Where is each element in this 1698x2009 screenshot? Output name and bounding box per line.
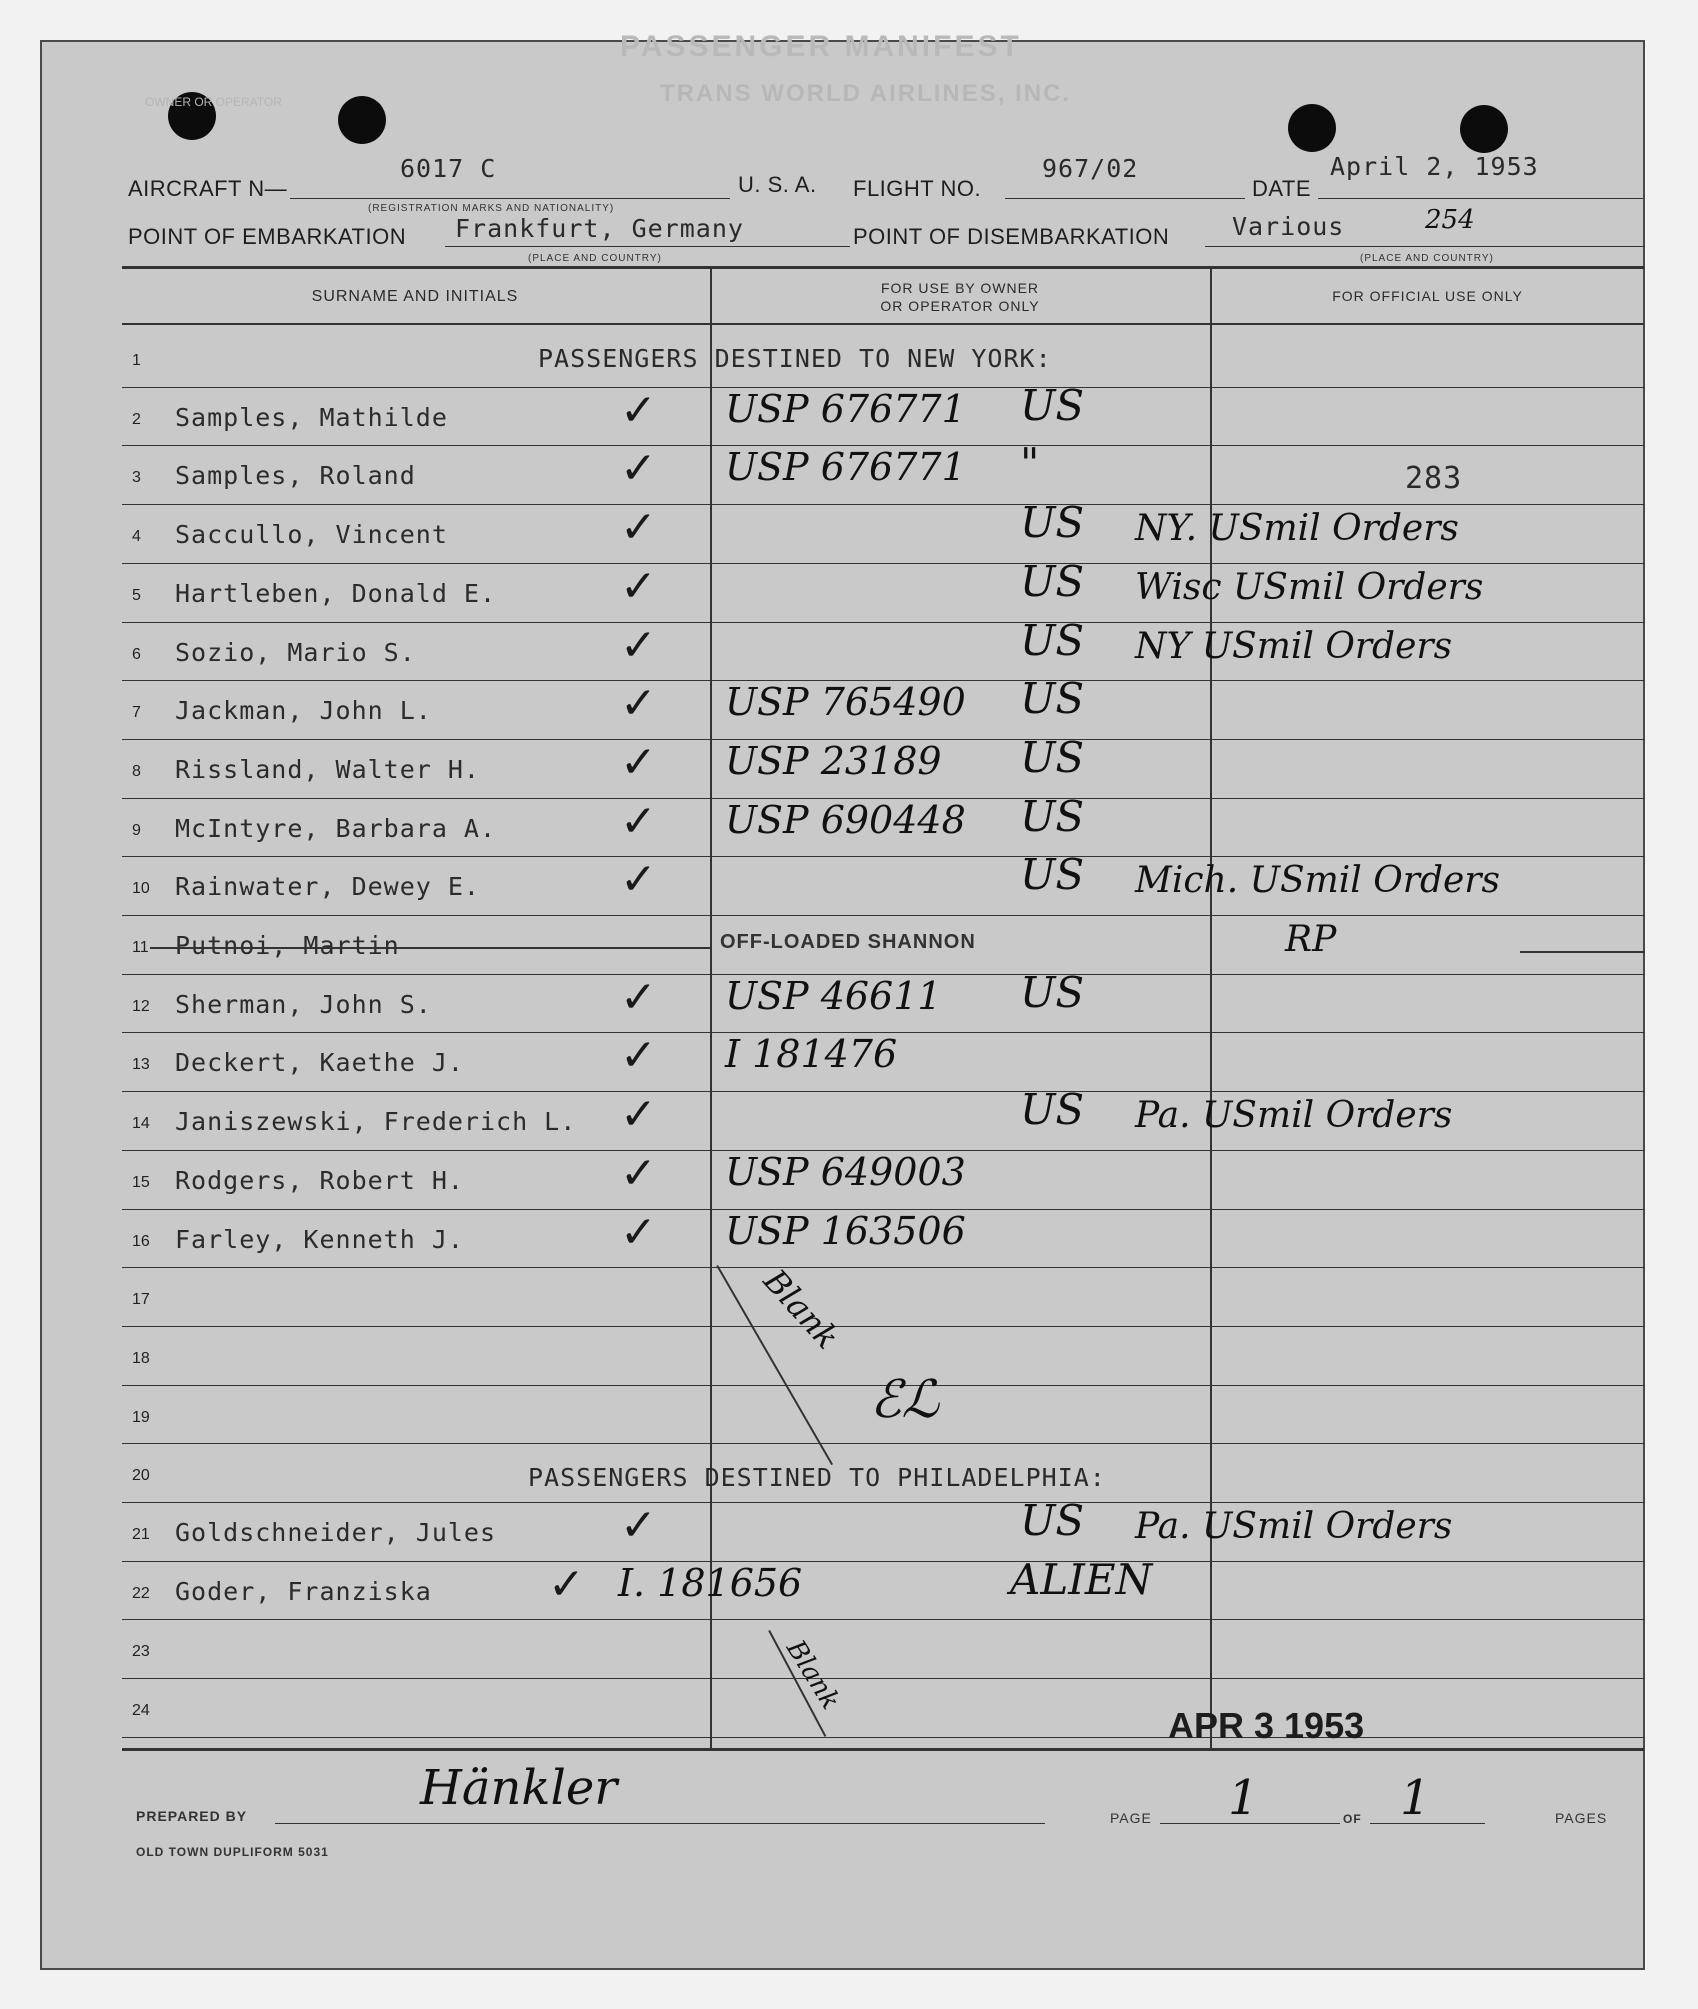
row-number: 5 [132,586,141,604]
row-divider [122,563,1644,564]
row-number: 15 [132,1173,150,1191]
owner-entry: USP 765490 [725,680,966,725]
passenger-name: Rodgers, Robert H. [175,1165,464,1195]
row-number: 20 [132,1467,150,1485]
row-number: 22 [132,1584,150,1602]
official-entry: Pa. USmil Orders [1135,1095,1453,1137]
passenger-name: Hartleben, Donald E. [175,578,497,608]
row-divider [122,1326,1644,1327]
row-number: 12 [132,997,150,1015]
row-number: 1 [132,352,141,369]
citizenship-entry: " [1020,439,1040,489]
checkmark-icon: ✓ [620,384,657,436]
row-divider [122,1091,1644,1092]
owner-entry: USP 46611 [725,973,942,1018]
flight-label: FLIGHT NO. [853,176,982,201]
column-header-official: FOR OFFICIAL USE ONLY [1332,288,1523,304]
passenger-name: Samples, Mathilde [175,402,448,432]
passenger-name: McIntyre, Barbara A. [175,813,497,843]
row-number: 19 [132,1408,150,1426]
row-number: 8 [132,762,141,780]
owner-entry: USP 23189 [725,738,942,783]
pages-label: PAGES [1555,1810,1608,1826]
row-divider [122,915,1644,916]
row-divider [122,622,1644,623]
row-number: 3 [132,469,141,487]
owner-entry: USP 690448 [725,797,966,842]
date-label: DATE [1252,176,1312,201]
table-header-border [122,323,1644,325]
checkmark-icon: ✓ [620,1147,657,1199]
column-divider-1 [710,268,712,1748]
checkmark-icon: ✓ [620,736,657,788]
airline-name: TRANS WORLD AIRLINES, INC. [660,80,1072,107]
row-number: 13 [132,1056,150,1074]
row-number: 23 [132,1643,150,1661]
official-entry: 283 [1405,461,1463,497]
aircraft-underline [290,198,730,199]
row-divider [122,856,1644,857]
owner-entry: OFF-LOADED SHANNON [720,931,976,953]
owner-entry: I 181476 [725,1032,898,1077]
row-number: 18 [132,1349,150,1367]
official-entry: NY. USmil Orders [1135,508,1459,550]
passenger-name: Rissland, Walter H. [175,754,480,784]
owner-entry: I. 181656 [618,1560,803,1605]
row-number: 10 [132,880,150,898]
row-divider [122,1737,1644,1738]
passenger-name: Sozio, Mario S. [175,637,416,667]
citizenship-entry: US [1020,967,1085,1017]
column-header-owner-line2: OR OPERATOR ONLY [880,298,1040,314]
official-entry: NY USmil Orders [1135,625,1453,667]
passenger-name: Sherman, John S. [175,989,432,1019]
checkmark-icon: ✓ [620,1089,657,1141]
row-divider [122,1502,1644,1503]
passenger-name: Farley, Kenneth J. [175,1224,464,1254]
passenger-name: Deckert, Kaethe J. [175,1048,464,1078]
passenger-name: Rainwater, Dewey E. [175,872,480,902]
checkmark-icon: ✓ [620,1206,657,1258]
official-entry: RP [1285,919,1337,960]
checkmark-icon: ✓ [620,854,657,906]
row-number: 24 [132,1702,150,1720]
checkmark-icon: ✓ [620,1030,657,1082]
passenger-name: Putnoi, Martin [175,931,400,960]
punch-hole [1288,104,1336,152]
checkmark-icon: ✓ [620,560,657,612]
disembark-underline [1205,246,1645,247]
row-number: 2 [132,410,141,428]
owner-entry: USP 649003 [725,1149,966,1194]
blank-annotation-1: Blank [756,1261,847,1357]
manifest-title: PASSENGER MANIFEST [620,30,1022,63]
row-divider [122,1443,1644,1444]
passenger-name: Saccullo, Vincent [175,520,448,550]
row-number: 4 [132,528,141,546]
passenger-name: Jackman, John L. [175,696,432,726]
aircraft-value: 6017 C [400,154,497,183]
row-divider [122,1678,1644,1679]
punch-hole [338,96,386,144]
checkmark-icon: ✓ [620,1500,657,1551]
checkmark-icon: ✓ [620,502,657,554]
embarkation-value: Frankfurt, Germany [455,214,744,243]
owner-entry: USP 676771 [725,386,966,431]
checkmark-icon: ✓ [620,678,657,730]
disembarkation-label: POINT OF DISEMBARKATION [853,224,1170,249]
registration-note: (REGISTRATION MARKS AND NATIONALITY) [368,203,615,214]
date-underline [1318,198,1643,199]
preparer-signature: Hänkler [420,1760,618,1816]
received-date-stamp: APR 3 1953 [1168,1705,1365,1746]
checkmark-icon: ✓ [620,795,657,847]
row-divider [122,504,1644,505]
checkmark-icon: ✓ [620,443,657,495]
citizenship-entry: US [1020,615,1085,665]
citizenship-entry: US [1020,1085,1085,1135]
total-pages: 1 [1400,1770,1431,1826]
row-number: 14 [132,1115,150,1133]
page-label: PAGE [1110,1810,1152,1826]
row-divider [122,1267,1644,1268]
flight-underline [1005,198,1245,199]
owner-entry: USP 676771 [725,445,966,490]
citizenship-entry: US [1020,674,1085,724]
official-strikethrough [1520,951,1645,953]
punch-hole [1460,105,1508,153]
row-number: 7 [132,704,141,722]
disembarkation-value: Various [1232,212,1345,241]
column-header-surname: SURNAME AND INITIALS [311,288,519,305]
usa-label: U. S. A. [738,172,817,197]
initials-scribble: ℰℒ [870,1370,939,1430]
section-new-york: PASSENGERS DESTINED TO NEW YORK: [538,344,1052,373]
name-strikethrough [150,947,710,949]
checkmark-icon: ✓ [620,619,657,671]
citizenship-entry: US [1020,498,1085,548]
passenger-name: Janiszewski, Frederich L. [175,1107,577,1137]
row-number: 9 [132,821,141,839]
prepared-by-underline [275,1823,1045,1824]
prepared-by-label: PREPARED BY [136,1808,248,1824]
row-number: 16 [132,1232,150,1250]
passenger-name: Goder, Franziska [175,1576,432,1606]
embark-place-note: (PLACE AND COUNTRY) [528,253,662,264]
aircraft-label: AIRCRAFT N— [128,176,288,201]
table-bottom-border [122,1748,1644,1751]
official-entry: Mich. USmil Orders [1135,860,1500,902]
citizenship-entry: US [1020,556,1085,606]
of-label: OF [1343,1812,1362,1826]
citizenship-entry: US [1020,850,1085,900]
owner-entry: USP 163506 [725,1208,966,1253]
row-number: 6 [132,645,141,663]
embark-underline [445,246,850,247]
row-divider [122,1561,1644,1562]
checkmark-icon: ✓ [548,1558,585,1610]
page-number: 1 [1228,1770,1259,1826]
passenger-name: Samples, Roland [175,461,416,491]
form-name: OLD TOWN DUPLIFORM 5031 [136,1845,329,1859]
citizenship-entry: US [1020,732,1085,782]
disembark-handwritten-number: 254 [1425,205,1475,235]
row-number: 11 [132,939,149,956]
citizenship-entry: ALIEN [1010,1554,1153,1604]
row-divider [122,1619,1644,1620]
table-top-border [122,266,1644,269]
embarkation-label: POINT OF EMBARKATION [128,224,407,249]
checkmark-icon: ✓ [620,971,657,1023]
date-value: April 2, 1953 [1330,152,1539,181]
citizenship-entry: US [1020,380,1085,430]
flight-value: 967/02 [1042,154,1139,183]
official-entry: Wisc USmil Orders [1135,566,1484,608]
row-number: 21 [132,1526,150,1543]
passenger-name: Goldschneider, Jules [175,1518,497,1547]
owner-label: OWNER OR OPERATOR [145,95,282,109]
disembark-place-note: (PLACE AND COUNTRY) [1360,253,1494,264]
official-entry: Pa. USmil Orders [1135,1506,1453,1547]
section-philadelphia: PASSENGERS DESTINED TO PHILADELPHIA: [528,1463,1106,1492]
column-header-owner-line1: FOR USE BY OWNER [880,280,1040,296]
citizenship-entry: US [1020,791,1085,841]
blank-annotation-2: Blank [780,1635,846,1715]
row-number: 17 [132,1291,150,1309]
citizenship-entry: US [1020,1496,1085,1545]
